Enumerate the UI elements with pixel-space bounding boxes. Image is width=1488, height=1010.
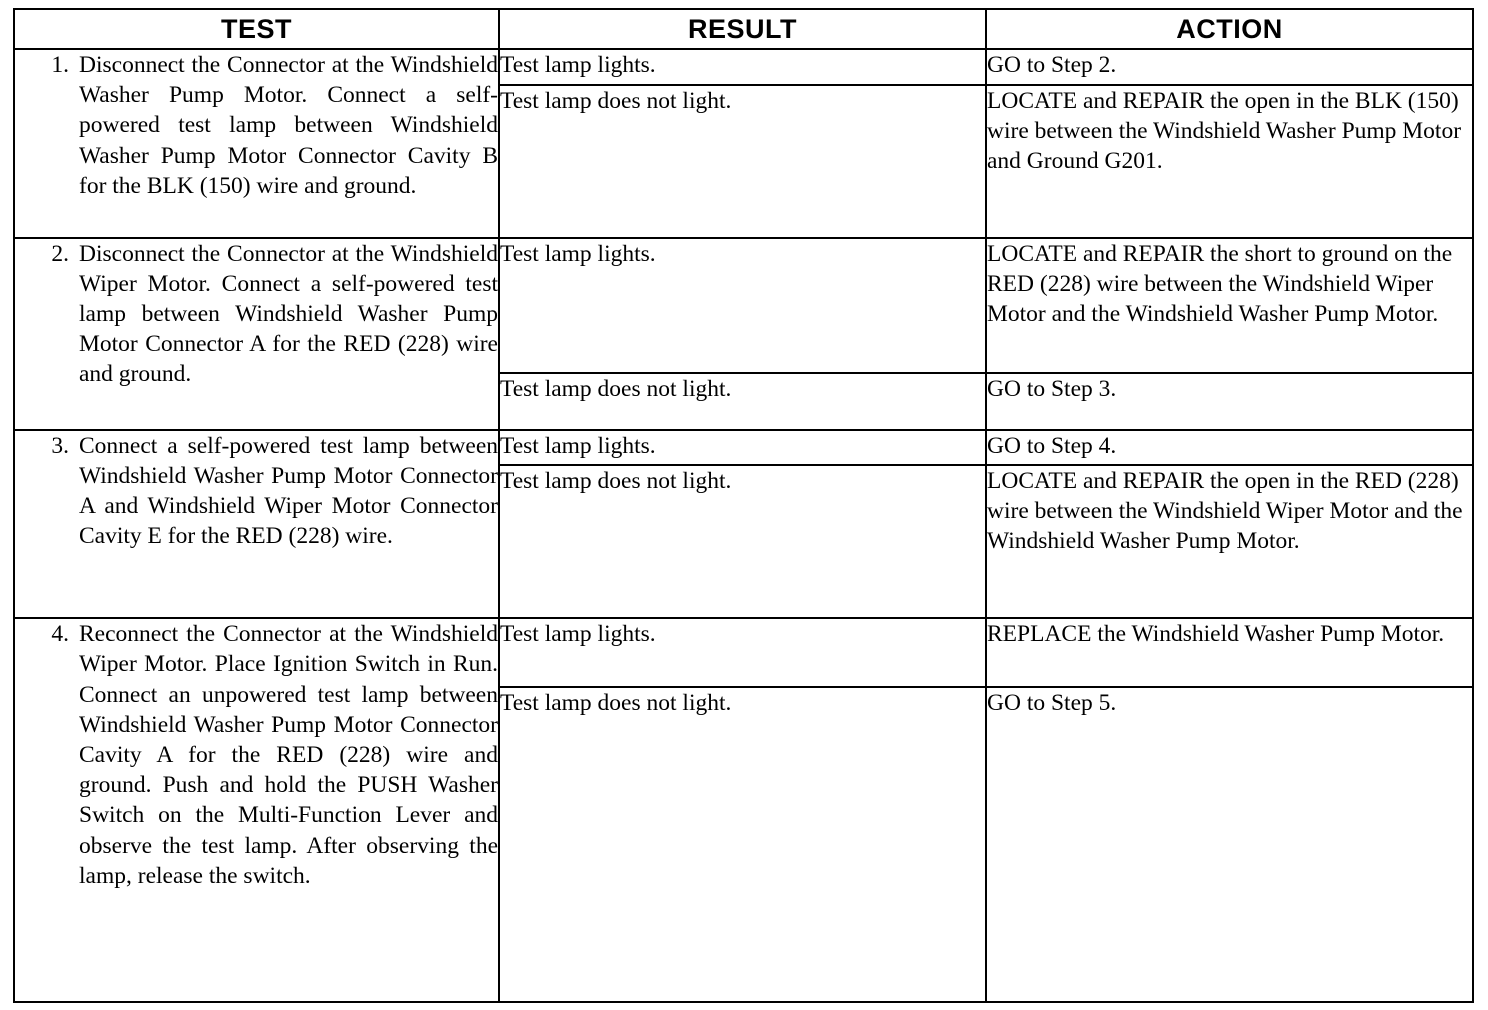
result-cell: Test lamp does not light. <box>499 687 986 1002</box>
test-column-header: TEST <box>14 9 499 49</box>
result-cell: Test lamp does not light. <box>499 373 986 429</box>
step-number: 3. <box>51 432 69 459</box>
action-cell: GO to Step 4. <box>986 430 1473 466</box>
table-row <box>14 49 1473 85</box>
result-cell: Test lamp lights. <box>499 49 986 85</box>
table-row <box>14 618 1473 687</box>
result-cell: Test lamp lights. <box>499 430 986 466</box>
action-column-header: ACTION <box>986 9 1473 49</box>
step-number: 2. <box>51 240 69 267</box>
result-cell: Test lamp does not light. <box>499 465 986 618</box>
table-row <box>14 430 1473 466</box>
step-description: Reconnect the Connector at the Windshield Wiper Motor. Place Ignition Switch in Run. Connect an unpowered test lamp between Windshield Washer Pump Motor Connector Cavity A for the RED (228) wire and ground. Push and hold the PUSH Washer Switch on the Multi-Function Lever and observe the test lamp. After observing the lamp, release the switch. <box>79 621 498 889</box>
action-cell: LOCATE and REPAIR the open in the BLK (150) wire between the Windshield Washer Pump Motor and Ground G201. <box>986 85 1473 238</box>
result-cell: Test lamp lights. <box>499 238 986 374</box>
diagnostic-test-table <box>13 8 1474 1003</box>
action-cell: REPLACE the Windshield Washer Pump Motor. <box>986 618 1473 687</box>
action-cell: LOCATE and REPAIR the short to ground on the RED (228) wire between the Windshield Wiper Motor and the Windshield Washer Pump Motor. <box>986 238 1473 374</box>
step-description: Disconnect the Connector at the Windshield Wiper Motor. Connect a self-powered test lamp between Windshield Washer Pump Motor Connector A for the RED (228) wire and ground. <box>79 240 498 388</box>
action-cell: LOCATE and REPAIR the open in the RED (228) wire between the Windshield Wiper Motor and the Windshield Washer Pump Motor. <box>986 465 1473 618</box>
table-row <box>14 238 1473 374</box>
test-step-cell <box>14 618 499 1002</box>
result-cell: Test lamp lights. <box>499 618 986 687</box>
step-description: Disconnect the Connector at the Windshield Washer Pump Motor. Connect a self-powered test lamp between Windshield Washer Pump Motor Connector Cavity B for the BLK (150) wire and ground. <box>79 52 498 199</box>
action-cell: GO to Step 2. <box>986 49 1473 85</box>
result-cell: Test lamp does not light. <box>499 85 986 238</box>
action-cell: GO to Step 5. <box>986 687 1473 1002</box>
header-row <box>14 9 1473 49</box>
test-step-cell <box>14 430 499 619</box>
step-number: 1. <box>51 52 69 78</box>
step-description: Connect a self-powered test lamp between Windshield Washer Pump Motor Connector A and Windshield Wiper Motor Connector Cavity E for the RED (228) wire. <box>79 432 498 550</box>
step-number: 4. <box>51 621 69 648</box>
result-column-header: RESULT <box>499 9 986 49</box>
action-cell: GO to Step 3. <box>986 373 1473 429</box>
test-step-cell <box>14 238 499 430</box>
test-step-cell <box>14 49 499 238</box>
